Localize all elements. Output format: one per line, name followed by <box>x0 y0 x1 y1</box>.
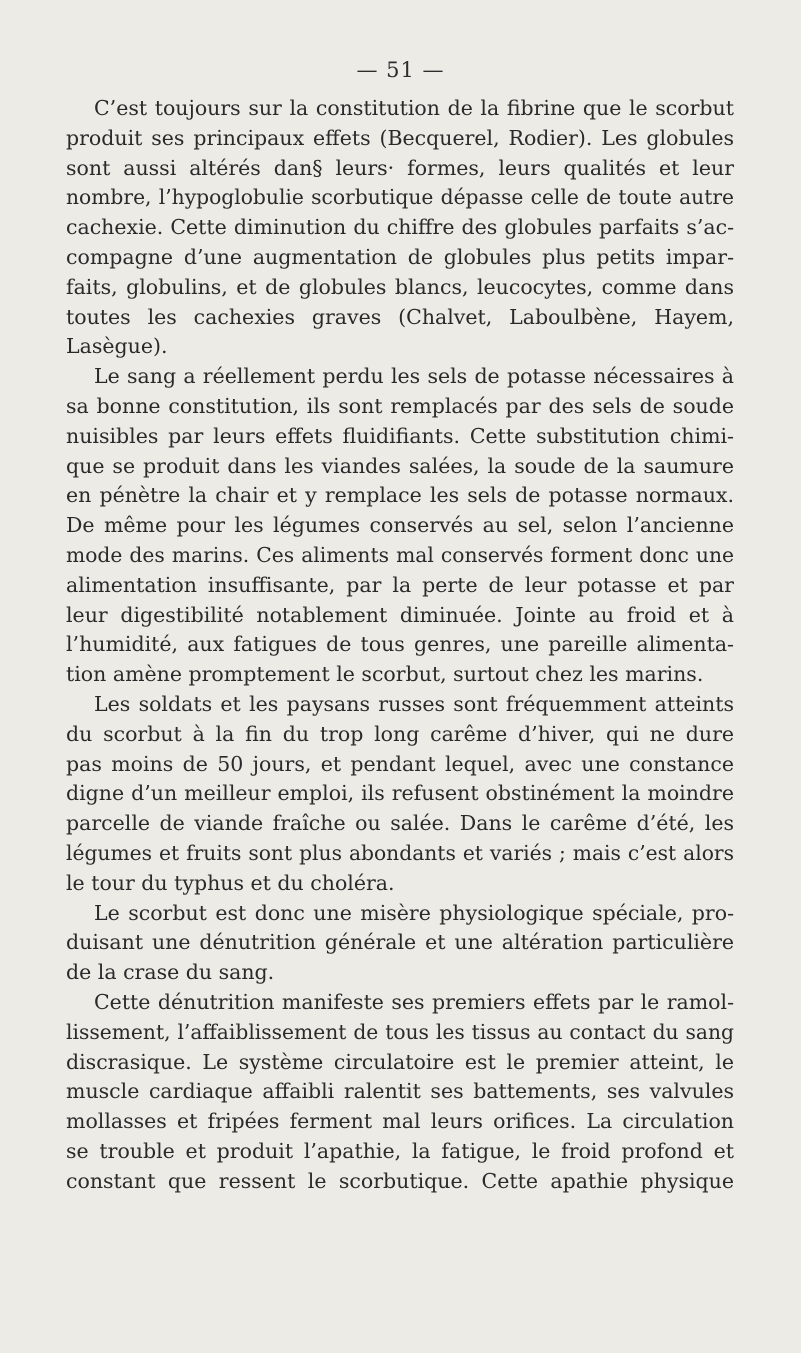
text-line: pas moins de 50 jours, et pendant lequel, avec une constance <box>66 751 734 776</box>
text-line: Les soldats et les paysans russes sont fréquemment atteints <box>94 691 734 716</box>
text-line: constant que ressent le scorbutique. Cette apathie physique <box>66 1168 734 1193</box>
text-line: mollasses et fripées ferment mal leurs orifices. La circulation <box>66 1109 734 1134</box>
text-line: du scorbut à la fin du trop long carême d’hiver, qui ne dure <box>66 721 734 746</box>
text-line: duisant une dénutrition générale et une altération particulière <box>66 930 734 955</box>
text-line: alimentation insuffisante, par la perte de leur potasse et par <box>66 572 734 597</box>
text-line: sont aussi altérés dan§ leurs· formes, leurs qualités et leur <box>66 155 734 180</box>
text-line: Le sang a réellement perdu les sels de potasse nécessaires à <box>94 364 734 389</box>
text-line: nuisibles par leurs effets fluidifiants. Cette substitution chimi- <box>66 423 734 448</box>
text-line: leur digestibilité notablement diminuée. Jointe au froid et à <box>66 602 734 627</box>
text-line: C’est toujours sur la constitution de la fibrine que le scorbut <box>94 96 734 120</box>
text-line: que se produit dans les viandes salées, la soude de la saumure <box>66 453 734 478</box>
text-line: de la crase du sang. <box>66 960 275 985</box>
text-line: Cette dénutrition manifeste ses premiers effets par le ramol- <box>94 989 734 1014</box>
text-line: sa bonne constitution, ils sont remplacés par des sels de soude <box>66 393 734 418</box>
text-line: De même pour les légumes conservés au sel, selon l’ancienne <box>66 513 734 538</box>
text-line: le tour du typhus et du choléra. <box>66 870 395 895</box>
body-text <box>66 94 734 1196</box>
text-line: digne d’un meilleur emploi, ils refusent obstinément la moindre <box>66 781 734 806</box>
text-line: produit ses principaux effets (Becquerel, Rodier). Les globules <box>66 125 734 150</box>
text-line: nombre, l’hypoglobulie scorbutique dépasse celle de toute autre <box>66 185 734 210</box>
text-line: cachexie. Cette diminution du chiffre des globules parfaits s’ac- <box>66 215 734 240</box>
text-line: tion amène promptement le scorbut, surtout chez les marins. <box>66 662 704 687</box>
text-line: toutes les cachexies graves (Chalvet, Laboulbène, Hayem, <box>66 304 734 329</box>
text-line: se trouble et produit l’apathie, la fatigue, le froid profond et <box>66 1138 734 1163</box>
text-line: légumes et fruits sont plus abondants et variés ; mais c’est alors <box>66 840 734 865</box>
text-line: l’humidité, aux fatigues de tous genres, une pareille alimenta- <box>66 632 734 657</box>
text-line: compagne d’une augmentation de globules plus petits impar- <box>66 244 734 269</box>
text-line: Le scorbut est donc une misère physiologique spéciale, pro- <box>94 900 734 925</box>
text-line: muscle cardiaque affaibli ralentit ses battements, ses valvules <box>66 1079 734 1104</box>
text-line: parcelle de viande fraîche ou salée. Dans le carême d’été, les <box>66 811 734 836</box>
text-line: discrasique. Le système circulatoire est le premier atteint, le <box>66 1049 734 1074</box>
text-line: lissement, l’affaiblissement de tous les tissus au contact du sang <box>66 1019 734 1044</box>
text-line: en pénètre la chair et y remplace les sels de potasse normaux. <box>66 483 734 508</box>
text-line: mode des marins. Ces aliments mal conservés forment donc une <box>66 542 734 567</box>
text-line: Lasègue). <box>66 334 168 359</box>
text-line: faits, globulins, et de globules blancs, leucocytes, comme dans <box>66 274 734 299</box>
page-number: — 51 — <box>356 58 445 82</box>
